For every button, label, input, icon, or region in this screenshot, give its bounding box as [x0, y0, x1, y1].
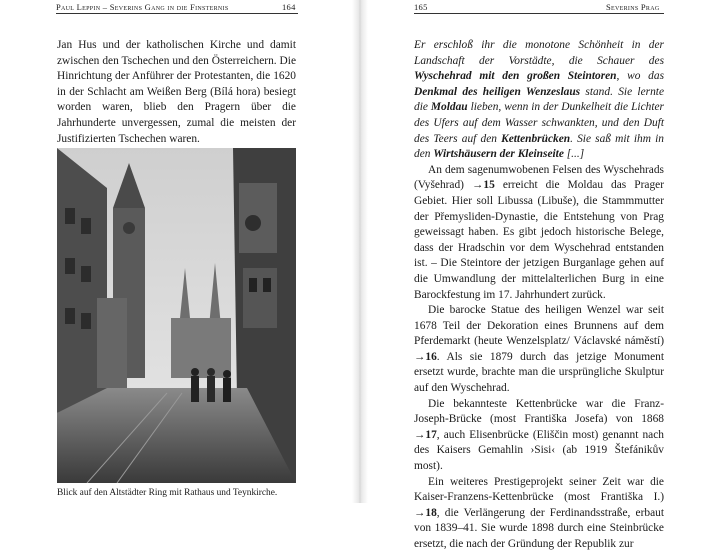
right-running-head: Severins Prag	[606, 2, 660, 12]
map-ref-16: →16	[414, 350, 437, 363]
book-gutter	[352, 0, 368, 503]
map-ref-18: →18	[414, 506, 437, 519]
left-running-head: Paul Leppin – Severins Gang in die Finsternis	[56, 2, 229, 12]
photo-caption: Blick auf den Altstädter Ring mit Rathaus und Teynkirche.	[57, 488, 278, 498]
street-photo	[57, 148, 296, 483]
paragraph-vysehrad: An dem sagenumwobenen Felsen des Wyschehrads (Vyšehrad) →15 erreicht die Moldau das Prager Gebiet. Hier soll Libussa (Libuše), die Stammmutter der Přemysliden-Dynastie, die Entstehung von Prag geweissagt haben. Es gibt jedoch historische Belege, dass der Hradschin vor dem Wyschehrad entstanden ist. – Die Steintore der jetzigen Burganlage gehen auf die Umwandlung der mittelalterlichen Burg in eine Barockfestung im 17. Jahrhundert zurück.	[414, 163, 664, 301]
map-ref-17: →17	[414, 428, 437, 441]
paragraph-wenzel-statue: Die barocke Statue des heiligen Wenzel war seit 1678 Teil der Dekoration eines Brunnens auf dem Pferdemarkt (heute Wenzelsplatz/ Václavské náměstí) →16. Als sie 1879 durch das jetzige Monument ersetzt wurde, brachte man die ursprüngliche Skulptur auf den Wyschehrad.	[414, 304, 664, 395]
paragraph-franz-bridge: Ein weiteres Prestigeprojekt seiner Zeit war die Kaiser-Franzens-Kettenbrücke (most Františka I.) →18, die Verlängerung der Ferdinandsstraße, erbaut von 1839–41. Sie wurde 1898 durch eine Steinbrücke ersetzt, die nach der Gründung der Republik zur	[414, 475, 664, 550]
left-page-number: 164	[282, 2, 296, 12]
left-header-rule	[56, 13, 298, 14]
novel-quote: Er erschloß ihr die monotone Schönheit in der Landschaft der Vorstädte, die Schauer des Wyschehrad mit den großen Steintoren, wo das Denkmal des heiligen Wenzeslaus stand. Sie lernte die Moldau lieben, wenn in der Dunkelheit die Lichter des Ufers auf dem Wasser schwankten, und den Duft des Teers auf den Kettenbrücken. Sie saß mit ihm in den Wirtshäusern der Kleinseite [...]	[414, 39, 664, 161]
left-body-paragraph: Jan Hus und der katholischen Kirche und damit zwischen den Tschechen und den Österreichern. Die Hinrichtung der Anführer der Protestanten, die 1620 in der Schlacht am Weißen Berg (Bílá hora) besiegt worden waren, blieb den Pragern über die Jahrhunderte unvergessen, zumal die meisten der Justifizierten Tschechen waren.	[57, 39, 296, 145]
right-page-number: 165	[414, 2, 428, 12]
right-body-text	[414, 38, 664, 553]
paragraph-chain-bridge: Die bekannteste Kettenbrücke war die Franz-Joseph-Brücke (most Františka Josefa) von 1868 →17, auch Elisenbrücke (Eliščin most) genannt nach des Kaisers Gemahlin ›Sisi‹ (ab 1919 Štefánikův most).	[414, 397, 664, 473]
right-header-rule	[414, 13, 664, 14]
map-ref-15: →15	[472, 179, 495, 192]
